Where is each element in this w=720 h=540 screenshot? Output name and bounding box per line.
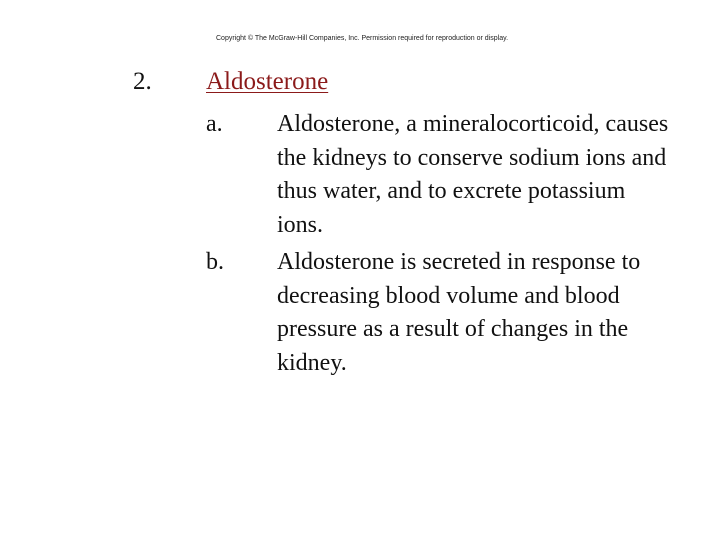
subitem-letter-a: a. bbox=[206, 111, 223, 137]
subitem-letter-b: b. bbox=[206, 249, 224, 275]
subitem-text-a: Aldosterone, a mineralocorticoid, causes the kidneys to conserve sodium ions and thus water, and to excrete potassium ions. bbox=[277, 111, 669, 238]
subitem-text-b: Aldosterone is secreted in response to decreasing blood volume and blood pressure as a result of changes in the kidney. bbox=[277, 249, 641, 376]
item-number: 2. bbox=[133, 68, 152, 95]
copyright-notice: Copyright © The McGraw-Hill Companies, Inc. Permission required for reproduction or display. bbox=[216, 35, 509, 42]
item-heading: Aldosterone bbox=[206, 68, 329, 95]
